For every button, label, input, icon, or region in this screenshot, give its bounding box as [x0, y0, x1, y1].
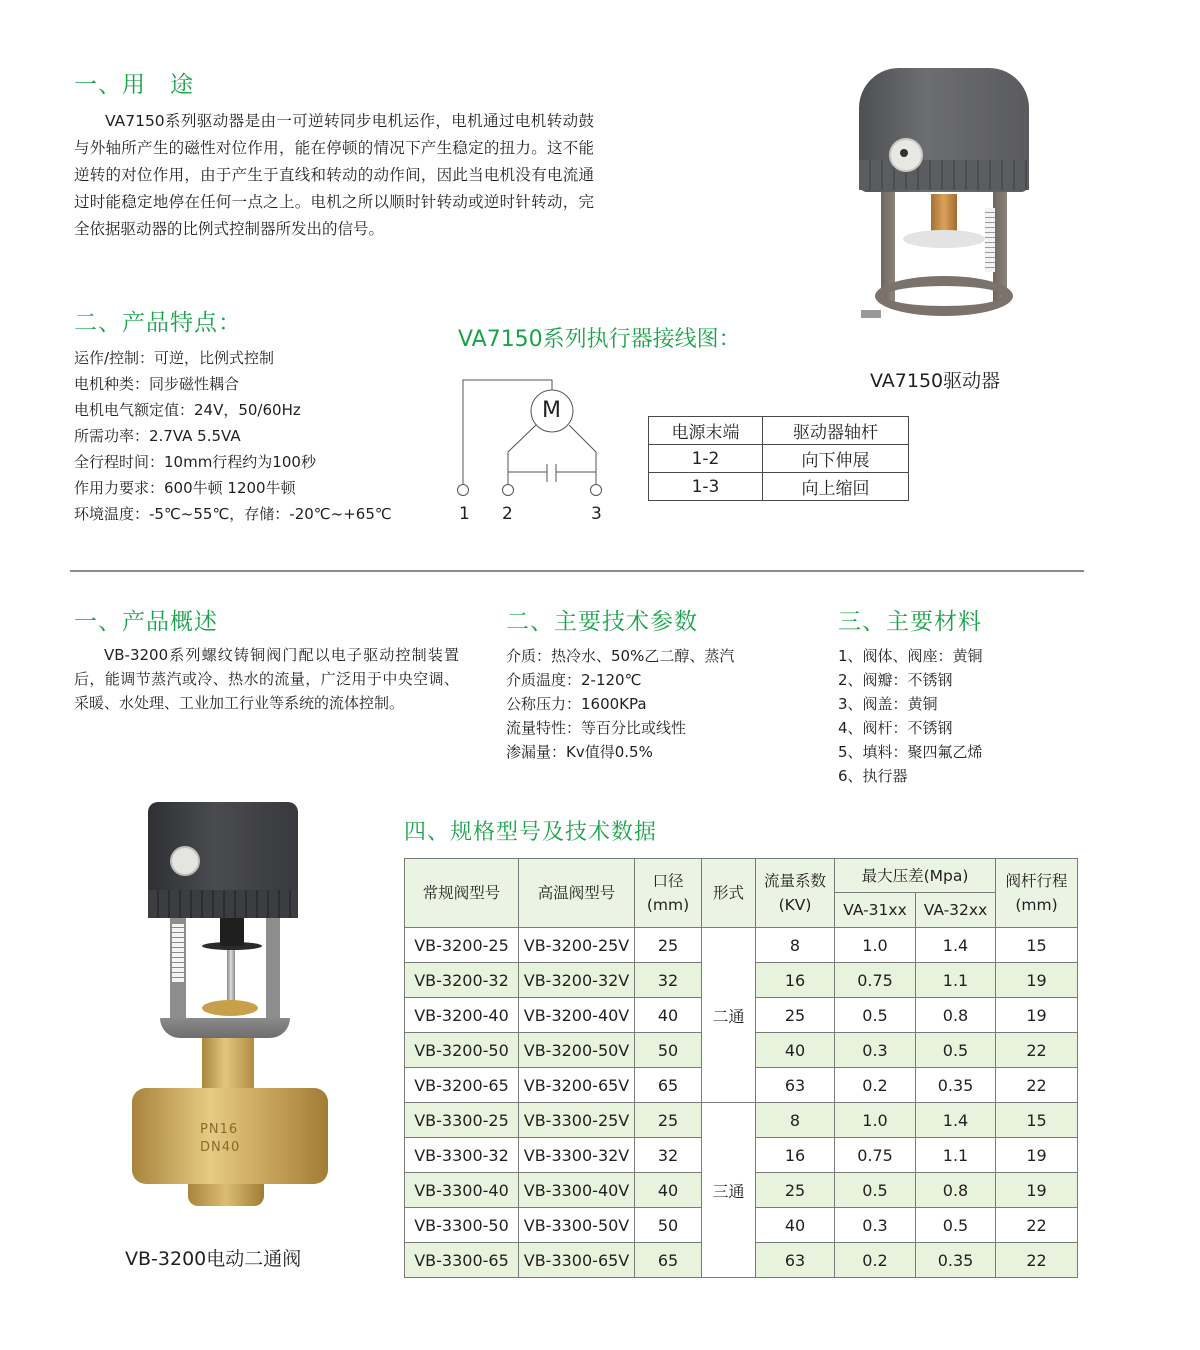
- spec-header-row-1: [405, 859, 1078, 893]
- diameter: 50: [635, 1033, 702, 1068]
- feature-item: 运作/控制：可逆，比例式控制: [74, 349, 275, 367]
- max-dp-va31: 0.3: [835, 1208, 916, 1243]
- hightemp-model: VB-3200-65V: [519, 1068, 635, 1103]
- valve-actuator-ribs: [148, 890, 298, 918]
- max-dp-va31: 0.3: [835, 1033, 916, 1068]
- max-dp-va31: 0.75: [835, 1138, 916, 1173]
- diameter: 40: [635, 1173, 702, 1208]
- max-dp-va32: 0.8: [916, 998, 996, 1033]
- max-dp-va31: 0.5: [835, 1173, 916, 1208]
- terminal-3-label: 3: [591, 504, 602, 524]
- std-model: VB-3200-32: [405, 963, 519, 998]
- cable-gland-hole: [900, 149, 908, 157]
- std-model: VB-3300-50: [405, 1208, 519, 1243]
- max-dp-va31: 0.2: [835, 1243, 916, 1278]
- features-list: [74, 345, 392, 527]
- max-dp-va32: 0.8: [916, 1173, 996, 1208]
- overview-heading: 一、产品概述: [74, 609, 218, 635]
- diameter: 65: [635, 1243, 702, 1278]
- max-dp-va31: 0.75: [835, 963, 916, 998]
- hightemp-model: VB-3300-32V: [519, 1138, 635, 1173]
- kv: 16: [756, 963, 835, 998]
- material-item: 6、执行器: [838, 767, 908, 785]
- body-marking-pn: PN16: [200, 1122, 239, 1137]
- feature-item: 环境温度：-5℃~55℃，存储：-20℃~+65℃: [74, 505, 392, 523]
- stroke: 22: [996, 1208, 1078, 1243]
- usage-paragraph: VA7150系列驱动器是由一可逆转同步电机运作，电机通过电机转动鼓与外轴所产生的磁性对位作用，能在停顿的情况下产生稳定的扭力。这不能逆转的对位作用，由于产生于直线和转动的动作间，因此当电机没有电流通过时能稳定地停在任何一点之上。电机之所以顺时针转动或逆时针转动，完全依据驱动器的比例式控制器所发出的信号。: [74, 112, 594, 238]
- overview-paragraph: VB-3200系列螺纹铸铜阀门配以电子驱动控制装置后，能调节蒸汽或冷、热水的流量，广泛用于中央空调、采暖、水处理、工业加工行业等系统的流体控制。: [74, 646, 459, 712]
- feature-item: 电机电气额定值：24V，50/60Hz: [74, 401, 301, 419]
- param-item: 介质温度：2-120℃: [506, 671, 642, 689]
- yoke-right-pillar: [266, 918, 280, 1028]
- kv: 25: [756, 998, 835, 1033]
- kv: 8: [756, 1103, 835, 1138]
- max-dp-va32: 1.4: [916, 1103, 996, 1138]
- section-divider: [70, 570, 1084, 572]
- body-marking-dn: DN40: [200, 1140, 241, 1155]
- kv: 16: [756, 1138, 835, 1173]
- valve-form: 二通: [702, 928, 756, 1103]
- actuator-product-image: [855, 68, 1035, 328]
- col-stroke-unit: (mm): [1015, 896, 1058, 914]
- col-std-model: 常规阀型号: [405, 859, 519, 928]
- col-stroke: [996, 859, 1078, 928]
- diameter: 25: [635, 928, 702, 963]
- kv: 25: [756, 1173, 835, 1208]
- wiring-table: [648, 416, 909, 501]
- kv: 63: [756, 1243, 835, 1278]
- hightemp-model: VB-3200-50V: [519, 1033, 635, 1068]
- hightemp-model: VB-3200-40V: [519, 998, 635, 1033]
- terminal-pair: 1-3: [649, 473, 763, 501]
- hightemp-model: VB-3200-32V: [519, 963, 635, 998]
- diameter: 40: [635, 998, 702, 1033]
- col-va32: VA-32xx: [916, 893, 996, 928]
- packing-nut: [202, 1000, 258, 1016]
- col-stroke-label: 阀杆行程: [1005, 872, 1068, 890]
- hightemp-model: VB-3300-40V: [519, 1173, 635, 1208]
- feature-item: 电机种类：同步磁性耦合: [74, 375, 240, 393]
- valve-stem: [227, 950, 235, 1006]
- feature-item: 所需功率：2.7VA 5.5VA: [74, 427, 241, 445]
- kv: 40: [756, 1033, 835, 1068]
- col-form: 形式: [702, 859, 756, 928]
- material-item: 1、阀体、阀座：黄铜: [838, 647, 983, 665]
- col-diameter-label: 口径: [652, 872, 684, 890]
- stroke-scale: [985, 208, 995, 272]
- terminal-pair: 1-2: [649, 445, 763, 473]
- mounting-screw: [861, 310, 881, 318]
- param-item: 公称压力：1600KPa: [506, 695, 647, 713]
- std-model: VB-3200-40: [405, 998, 519, 1033]
- stroke-scale: [172, 924, 184, 982]
- indicator-disc: [903, 230, 985, 248]
- valve-product-image: [130, 802, 330, 1232]
- max-dp-va31: 1.0: [835, 928, 916, 963]
- col-kv: [756, 859, 835, 928]
- max-dp-va31: 1.0: [835, 1103, 916, 1138]
- features-heading: 二、产品特点：: [74, 310, 242, 336]
- material-item: 5、填料：聚四氟乙烯: [838, 743, 983, 761]
- wiring-heading: VA7150系列执行器接线图：: [458, 327, 741, 352]
- diameter: 32: [635, 963, 702, 998]
- params-list: [506, 644, 734, 764]
- bonnet: [202, 1038, 254, 1094]
- diameter: 65: [635, 1068, 702, 1103]
- materials-heading: 三、主要材料: [838, 609, 982, 635]
- stroke: 15: [996, 928, 1078, 963]
- hightemp-model: VB-3300-65V: [519, 1243, 635, 1278]
- diameter: 50: [635, 1208, 702, 1243]
- feature-item: 全行程时间：10mm行程约为100秒: [74, 453, 316, 471]
- spec-table: [404, 858, 1078, 1278]
- max-dp-va31: 0.2: [835, 1068, 916, 1103]
- shaft-direction: 向下伸展: [763, 445, 909, 473]
- wiring-table-row: [649, 445, 909, 473]
- motor-label: M: [542, 398, 561, 423]
- std-model: VB-3300-65: [405, 1243, 519, 1278]
- max-dp-va32: 0.35: [916, 1068, 996, 1103]
- std-model: VB-3300-40: [405, 1173, 519, 1208]
- stroke: 19: [996, 1138, 1078, 1173]
- col-va31: VA-31xx: [835, 893, 916, 928]
- hightemp-model: VB-3300-25V: [519, 1103, 635, 1138]
- std-model: VB-3300-25: [405, 1103, 519, 1138]
- hightemp-model: VB-3200-25V: [519, 928, 635, 963]
- spec-row: [405, 928, 1078, 963]
- diameter: 32: [635, 1138, 702, 1173]
- stroke: 19: [996, 998, 1078, 1033]
- actuator-cover-ribs: [859, 160, 1029, 190]
- wiring-table-row: [649, 473, 909, 501]
- material-item: 4、阀杆：不锈钢: [838, 719, 953, 737]
- cable-gland-icon: [170, 846, 200, 876]
- param-item: 介质：热冷水、50%乙二醇、蒸汽: [506, 647, 735, 665]
- terminal-1-label: 1: [459, 504, 470, 524]
- stroke: 22: [996, 1068, 1078, 1103]
- param-item: 流量特性：等百分比或线性: [506, 719, 687, 737]
- max-dp-va32: 1.1: [916, 963, 996, 998]
- max-dp-va32: 0.35: [916, 1243, 996, 1278]
- yoke-base-ring: [875, 276, 1013, 316]
- stroke: 22: [996, 1243, 1078, 1278]
- col-max-dp: 最大压差(Mpa): [835, 859, 996, 893]
- usage-heading: 一、用 途: [74, 72, 194, 98]
- stroke: 19: [996, 963, 1078, 998]
- stem-coupling: [220, 918, 244, 946]
- terminal-2-label: 2: [502, 504, 513, 524]
- std-model: VB-3300-32: [405, 1138, 519, 1173]
- std-model: VB-3200-50: [405, 1033, 519, 1068]
- material-item: 2、阀瓣：不锈钢: [838, 671, 953, 689]
- std-model: VB-3200-25: [405, 928, 519, 963]
- stroke: 19: [996, 1173, 1078, 1208]
- col-diameter-unit: (mm): [646, 896, 690, 914]
- feature-item: 作用力要求：600牛顿 1200牛顿: [74, 479, 296, 497]
- wiring-table-header: [649, 417, 909, 445]
- materials-list: [838, 644, 983, 788]
- material-item: 3、阀盖：黄铜: [838, 695, 938, 713]
- valve-form: 三通: [702, 1103, 756, 1278]
- max-dp-va32: 1.1: [916, 1138, 996, 1173]
- params-heading: 二、主要技术参数: [506, 609, 698, 635]
- stroke: 15: [996, 1103, 1078, 1138]
- stroke: 22: [996, 1033, 1078, 1068]
- valve-bottom-port: [188, 1184, 264, 1206]
- spec-row: [405, 1103, 1078, 1138]
- wiring-diagram: [450, 370, 620, 530]
- valve-caption: VB-3200电动二通阀: [125, 1248, 302, 1270]
- kv: 63: [756, 1068, 835, 1103]
- header-actuator-shaft: 驱动器轴杆: [763, 417, 909, 445]
- kv: 8: [756, 928, 835, 963]
- max-dp-va32: 0.5: [916, 1208, 996, 1243]
- kv: 40: [756, 1208, 835, 1243]
- col-hightemp-model: 高温阀型号: [519, 859, 635, 928]
- std-model: VB-3200-65: [405, 1068, 519, 1103]
- header-power-terminal: 电源末端: [649, 417, 763, 445]
- specs-heading: 四、规格型号及技术数据: [404, 820, 658, 845]
- yoke-base: [160, 1018, 290, 1038]
- param-item: 渗漏量：Kv值得0.5%: [506, 743, 653, 761]
- col-kv-unit: (KV): [778, 896, 812, 914]
- col-diameter: [635, 859, 702, 928]
- max-dp-va32: 1.4: [916, 928, 996, 963]
- diameter: 25: [635, 1103, 702, 1138]
- max-dp-va32: 0.5: [916, 1033, 996, 1068]
- actuator-caption: VA7150驱动器: [870, 370, 1001, 392]
- col-kv-label: 流量系数: [763, 872, 826, 890]
- hightemp-model: VB-3300-50V: [519, 1208, 635, 1243]
- shaft-direction: 向上缩回: [763, 473, 909, 501]
- max-dp-va31: 0.5: [835, 998, 916, 1033]
